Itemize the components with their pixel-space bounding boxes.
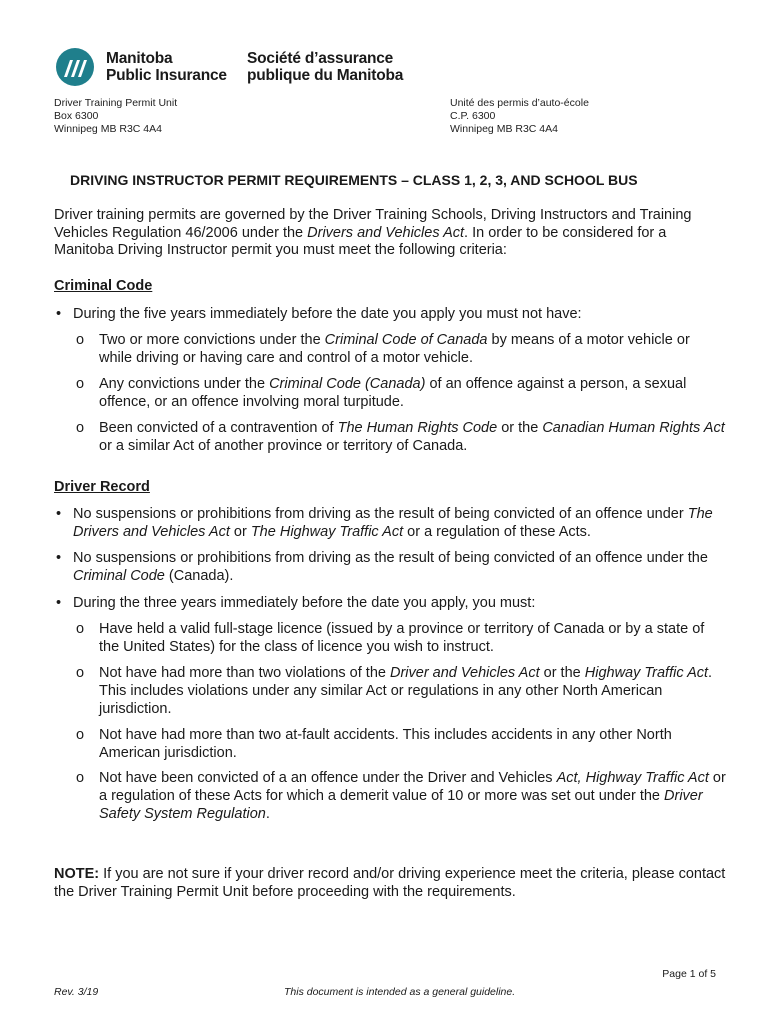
record-sub-2: o Not have had more than two violations of the Driver and Vehicles Act or the Highway Traffic Act. This includes violations under any similar Act or regulations in any other North American jurisdiction. xyxy=(76,665,713,717)
bullet-icon: • xyxy=(56,506,62,522)
record-bullet-2: • No suspensions or prohibitions from driving as the result of being convicted of an offence under the Criminal Code (Canada). xyxy=(56,550,708,584)
criminal-sub-2: o Any convictions under the Criminal Code (Canada) of an offence against a person, a sexual offence, or an offence involving moral turpitude. xyxy=(76,376,687,410)
intro-paragraph: Driver training permits are governed by the Driver Training Schools, Driving Instructors and Training Vehicles Regulation 46/2006 under the Drivers and Vehicles Act. In order to be considered for a Manitoba Driving Instructor permit you must meet the following criteria: xyxy=(54,207,692,258)
sub-bullet-icon: o xyxy=(76,770,85,786)
guideline-note: This document is intended as a general guideline. xyxy=(284,986,516,998)
note-label: NOTE: xyxy=(54,866,100,882)
record-sub-3: o Not have had more than two at-fault accidents. This includes accidents in any other North American jurisdiction. xyxy=(76,727,672,761)
mpi-logo-icon xyxy=(56,48,94,86)
sub-bullet-icon: o xyxy=(76,665,85,681)
record-bullet-3: • During the three years immediately before the date you apply, you must: xyxy=(56,595,536,611)
revision-label: Rev. 3/19 xyxy=(54,986,99,998)
mpi-logo xyxy=(56,46,404,88)
note-paragraph: NOTE: If you are not sure if your driver record and/or driving experience meet the criteria, please contact the Driver Training Permit Unit before proceeding with the requirements. xyxy=(54,866,726,900)
criminal-sub-3: o Been convicted of a contravention of The Human Rights Code or the Canadian Human Rights Act or a similar Act of another province or territory of Canada. xyxy=(76,420,725,454)
logo-text-english: Manitoba Public Insurance xyxy=(106,50,227,84)
sub-bullet-icon: o xyxy=(76,621,85,637)
criminal-bullet-1: • During the five years immediately before the date you apply you must not have: xyxy=(56,306,582,322)
bullet-icon: • xyxy=(56,550,62,566)
bullet-icon: • xyxy=(56,306,62,322)
sub-bullet-icon: o xyxy=(76,376,85,392)
sub-bullet-icon: o xyxy=(76,420,85,436)
sub-bullet-icon: o xyxy=(76,727,85,743)
page-number: Page 1 of 5 xyxy=(662,968,716,980)
document-title: DRIVING INSTRUCTOR PERMIT REQUIREMENTS – CLASS 1, 2, 3, AND SCHOOL BUS xyxy=(70,172,638,188)
record-sub-1: o Have held a valid full-stage licence (issued by a province or territory of Canada or by a state of the United States) for the class of licence you wish to instruct. xyxy=(76,621,705,655)
logo-text-french: Société d’assurance publique du Manitoba xyxy=(247,50,404,84)
record-bullet-1: • No suspensions or prohibitions from driving as the result of being convicted of an offence under The Drivers and Vehicles Act or The Highway Traffic Act or a regulation of these Acts. xyxy=(56,506,713,540)
address-english: Driver Training Permit Unit Box 6300 Winnipeg MB R3C 4A4 xyxy=(54,97,178,135)
sub-bullet-icon: o xyxy=(76,332,85,348)
address-french: Unité des permis d’auto-école C.P. 6300 Winnipeg MB R3C 4A4 xyxy=(450,97,589,135)
criminal-code-heading: Criminal Code xyxy=(54,278,153,294)
criminal-sub-1: o Two or more convictions under the Criminal Code of Canada by means of a motor vehicle or while driving or having care and control of a motor vehicle. xyxy=(76,332,690,366)
driver-record-heading: Driver Record xyxy=(54,479,150,495)
record-sub-4: o Not have been convicted of a an offence under the Driver and Vehicles Act, Highway Traffic Act or a regulation of these Acts for which a demerit value of 10 or more was set out under the Driver Safety System Regulation. xyxy=(76,770,726,822)
bullet-icon: • xyxy=(56,595,62,611)
